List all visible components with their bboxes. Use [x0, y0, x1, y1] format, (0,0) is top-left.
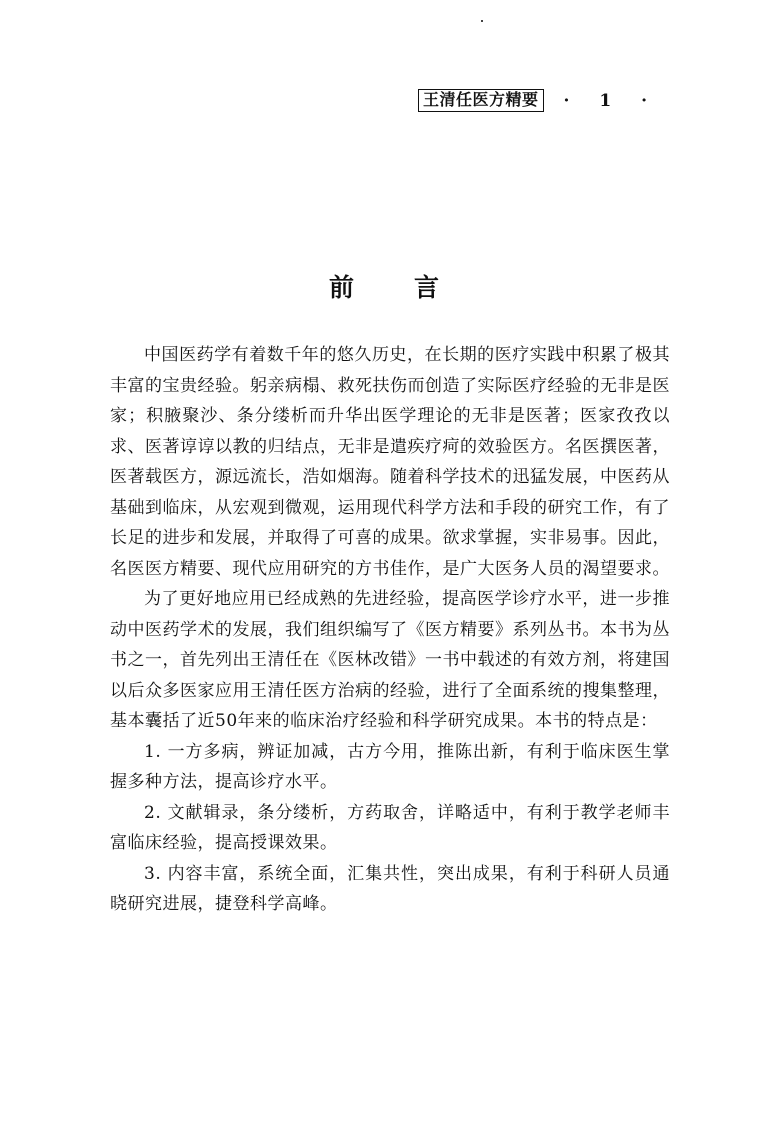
ink-speck: [481, 20, 483, 22]
running-header: [418, 89, 659, 112]
section-title: 前言: [328, 273, 499, 302]
running-header-book-title: 王清任医方精要: [418, 89, 544, 112]
list-item: 3. 内容丰富，系统全面，汇集共性，突出成果，有利于科研人员通晓研究进展，捷登科学高峰。: [110, 863, 670, 914]
list-item: 1. 一方多病，辨证加减，古方今用，推陈出新，有利于临床医生掌握多种方法，提高诊疗水平。: [110, 741, 670, 792]
list-item: 2. 文献辑录，条分缕析，方药取舍，详略适中，有利于教学老师丰富临床经验，提高授课效果。: [110, 802, 670, 853]
paragraph: 中国医药学有着数千年的悠久历史，在长期的医疗实践中积累了极其丰富的宝贵经验。躬亲病榻、救死扶伤而创造了实际医疗经验的无非是医家；积腋聚沙、条分缕析而升华出医学理论的无非是医著；医家孜孜以求、医著谆谆以教的归结点，无非是遣疾疗疴的效验医方。名医撰医著，医著载医方，源远流长，浩如烟海。随着科学技术的迅猛发展，中医药从基础到临床，从宏观到微观，运用现代科学方法和手段的研究工作，有了长足的进步和发展，并取得了可喜的成果。欲求掌握，实非易事。因此，名医医方精要、现代应用研究的方书佳作，是广大医务人员的渴望要求。: [110, 345, 670, 579]
paragraph: 为了更好地应用已经成熟的先进经验，提高医学诊疗水平，进一步推动中医药学术的发展，我们组织编写了《医方精要》系列丛书。本书为丛书之一，首先列出王清任在《医林改错》一书中载述的有效方剂，将建国以后众多医家应用王清任医方治病的经验，进行了全面系统的搜集整理，基本囊括了近50年来的临床治疗经验和科学研究成果。本书的特点是：: [110, 589, 670, 731]
body-text: [110, 340, 670, 920]
page-number: · 1 ·: [563, 90, 660, 111]
